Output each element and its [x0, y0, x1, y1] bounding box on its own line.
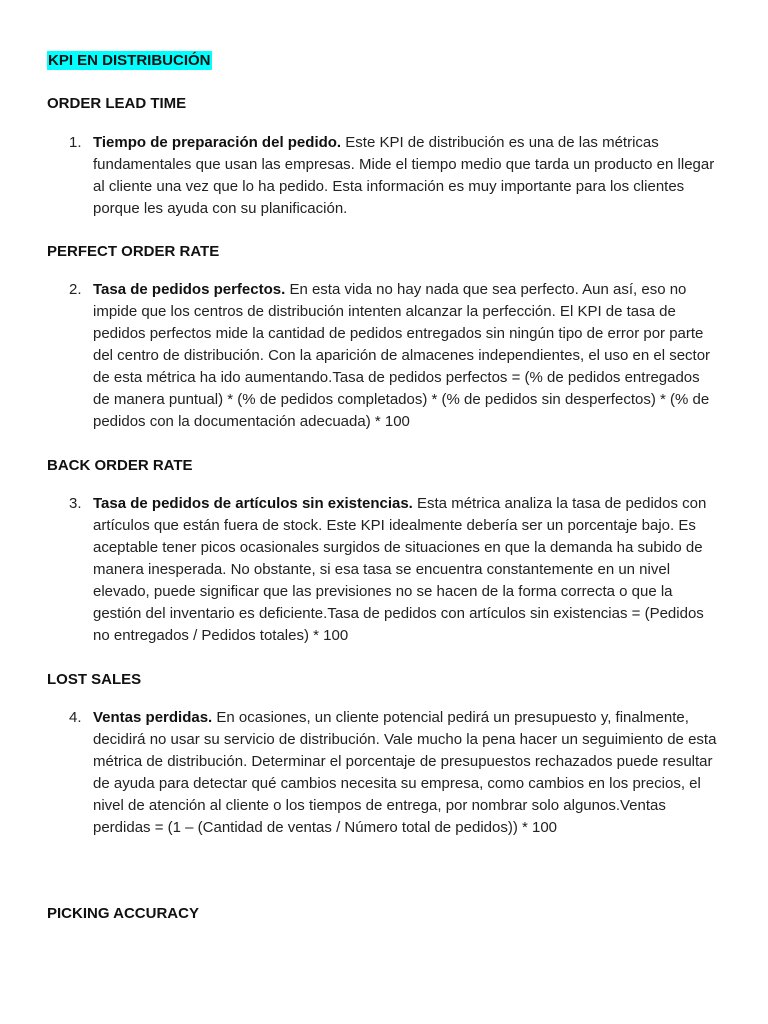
list-item	[47, 493, 727, 647]
section-heading-back-order-rate: BACK ORDER RATE	[47, 457, 193, 474]
section-heading-picking-accuracy: PICKING ACCURACY	[47, 905, 199, 922]
document-title: KPI EN DISTRIBUCIÓN	[48, 52, 211, 69]
list-item	[47, 279, 727, 433]
list-item-lead: Tiempo de preparación del pedido.	[93, 134, 342, 151]
section-heading-lost-sales: LOST SALES	[47, 671, 142, 688]
list-item-number: 1.	[69, 134, 82, 151]
list-item-text: Este KPI de distribución es una de las métricas fundamentales que usan las empresas. Mide el tiempo medio que tarda un producto en llegar al cliente una vez que lo ha pedido. Esta información es muy importante para los clientes porque les ayuda con su planificación.	[93, 134, 715, 217]
list-item-lead: Tasa de pedidos perfectos.	[93, 281, 286, 298]
section-heading-perfect-order-rate: PERFECT ORDER RATE	[47, 243, 220, 260]
list-item-lead: Tasa de pedidos de artículos sin existencias.	[93, 495, 413, 512]
list-item-body	[93, 707, 719, 839]
list-item-body	[93, 279, 719, 433]
list-item-lead: Ventas perdidas.	[93, 709, 213, 726]
list-item-number: 2.	[69, 281, 82, 298]
list-item-body	[93, 132, 719, 220]
list-item-text: En ocasiones, un cliente potencial pedirá un presupuesto y, finalmente, decidirá no usar su servicio de distribución. Vale mucho la pena hacer un seguimiento de esta métrica de distribución. Determinar el porcentaje de presupuestos rechazados puede resultar de ayuda para detectar qué cambios necesita su empresa, como cambios en los precios, el nivel de atención al cliente o los tiempos de entrega, por nombrar solo algunos.Ventas perdidas = (1 – (Cantidad de ventas / Número total de pedidos)) * 100	[93, 709, 717, 836]
list-item-text: En esta vida no hay nada que sea perfecto. Aun así, eso no impide que los centros de distribución intenten alcanzar la perfección. El KPI de tasa de pedidos perfectos mide la cantidad de pedidos entregados sin ningún tipo de error por parte del centro de distribución. Con la aparición de almacenes independientes, el uso en el sector de esta métrica ha ido aumentando.Tasa de pedidos perfectos = (% de pedidos entregados de manera puntual) * (% de pedidos completados) * (% de pedidos sin desperfectos) * (% de pedidos con la documentación adecuada) * 100	[93, 281, 711, 430]
list-item	[47, 707, 727, 839]
list-item-body	[93, 493, 719, 647]
list-item-number: 4.	[69, 709, 82, 726]
list-item	[47, 132, 727, 220]
list-item-number: 3.	[69, 495, 82, 512]
section-heading-order-lead-time: ORDER LEAD TIME	[47, 95, 187, 112]
list-item-text: Esta métrica analiza la tasa de pedidos con artículos que están fuera de stock. Este KPI idealmente debería ser un porcentaje bajo. Es aceptable tener picos ocasionales surgidos de situaciones en que la demanda ha subido de manera inesperada. No obstante, si esa tasa se encuentra constantemente en un nivel elevado, puede significar que las previsiones no se hacen de la forma correcta o que la gestión del inventario es deficiente.Tasa de pedidos con artículos sin existencias = (Pedidos no entregados / Pedidos totales) * 100	[93, 495, 707, 644]
